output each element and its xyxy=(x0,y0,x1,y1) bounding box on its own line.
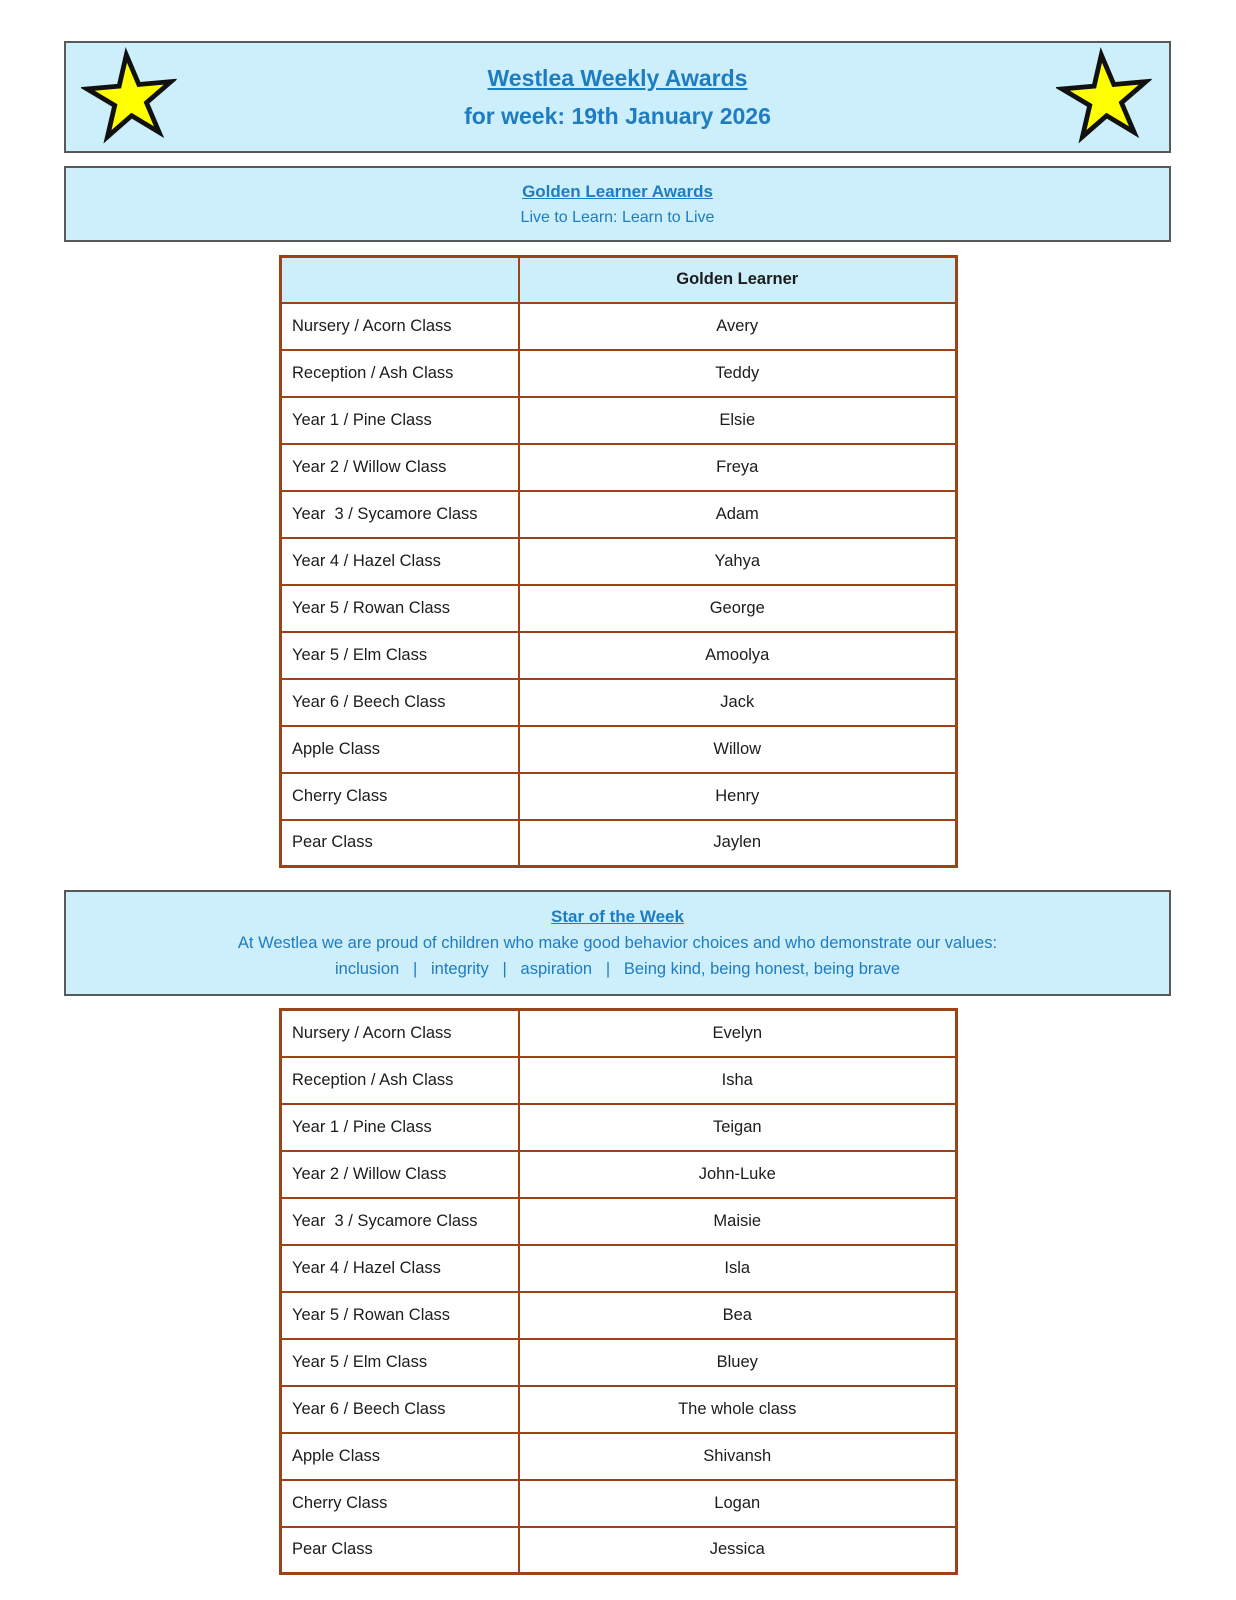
name-cell: John-Luke xyxy=(519,1151,957,1198)
table-row xyxy=(281,726,957,773)
name-cell: Jaylen xyxy=(519,820,957,867)
name-cell: Freya xyxy=(519,444,957,491)
page-title: Westlea Weekly Awards xyxy=(487,64,748,91)
class-cell: Nursery / Acorn Class xyxy=(281,303,519,350)
name-cell: Bluey xyxy=(519,1339,957,1386)
class-cell: Year 2 / Willow Class xyxy=(281,444,519,491)
class-cell: Cherry Class xyxy=(281,1480,519,1527)
class-cell: Reception / Ash Class xyxy=(281,1057,519,1104)
table-row xyxy=(281,1010,957,1057)
table-row xyxy=(281,1151,957,1198)
name-cell: Jack xyxy=(519,679,957,726)
table-row xyxy=(281,491,957,538)
name-cell: Yahya xyxy=(519,538,957,585)
class-cell: Year 5 / Elm Class xyxy=(281,1339,519,1386)
class-cell: Year 4 / Hazel Class xyxy=(281,538,519,585)
table-row xyxy=(281,1386,957,1433)
table-row xyxy=(281,1433,957,1480)
name-cell: Teigan xyxy=(519,1104,957,1151)
name-cell: Henry xyxy=(519,773,957,820)
table-row xyxy=(281,1245,957,1292)
name-cell: Shivansh xyxy=(519,1433,957,1480)
table-row xyxy=(281,1480,957,1527)
class-cell: Year 5 / Rowan Class xyxy=(281,1292,519,1339)
name-cell: Evelyn xyxy=(519,1010,957,1057)
golden-learner-motto: Live to Learn: Learn to Live xyxy=(520,208,715,226)
class-cell: Year 5 / Rowan Class xyxy=(281,585,519,632)
table-row xyxy=(281,444,957,491)
name-cell: Adam xyxy=(519,491,957,538)
name-cell: Maisie xyxy=(519,1198,957,1245)
class-cell: Nursery / Acorn Class xyxy=(281,1010,519,1057)
class-cell: Year 2 / Willow Class xyxy=(281,1151,519,1198)
name-cell: Avery xyxy=(519,303,957,350)
table-row xyxy=(281,303,957,350)
class-cell: Apple Class xyxy=(281,1433,519,1480)
table-row xyxy=(281,585,957,632)
table-header-row xyxy=(281,257,957,303)
class-cell: Year 6 / Beech Class xyxy=(281,679,519,726)
star-of-week-banner xyxy=(64,890,1171,996)
class-cell: Year 6 / Beech Class xyxy=(281,1386,519,1433)
star-icon-left xyxy=(80,46,180,148)
star-of-week-table xyxy=(279,1008,958,1575)
class-cell: Reception / Ash Class xyxy=(281,350,519,397)
table-row xyxy=(281,820,957,867)
class-cell: Year 3 / Sycamore Class xyxy=(281,1198,519,1245)
table-row xyxy=(281,350,957,397)
name-cell: Elsie xyxy=(519,397,957,444)
header-banner xyxy=(64,41,1171,153)
name-cell: Amoolya xyxy=(519,632,957,679)
class-cell: Cherry Class xyxy=(281,773,519,820)
table-row xyxy=(281,632,957,679)
name-cell: Jessica xyxy=(519,1527,957,1574)
golden-learner-banner xyxy=(64,166,1171,242)
table-row xyxy=(281,679,957,726)
name-cell: The whole class xyxy=(519,1386,957,1433)
class-cell: Year 1 / Pine Class xyxy=(281,397,519,444)
table-row xyxy=(281,397,957,444)
name-cell: Willow xyxy=(519,726,957,773)
star-of-week-description: At Westlea we are proud of children who make good behavior choices and who demonstrate our values: xyxy=(237,934,998,952)
class-cell: Year 1 / Pine Class xyxy=(281,1104,519,1151)
class-cell: Year 4 / Hazel Class xyxy=(281,1245,519,1292)
table-row xyxy=(281,1339,957,1386)
name-cell: Bea xyxy=(519,1292,957,1339)
star-icon-right xyxy=(1055,46,1155,148)
name-cell: Isha xyxy=(519,1057,957,1104)
table-row xyxy=(281,1198,957,1245)
name-cell: Logan xyxy=(519,1480,957,1527)
table-row xyxy=(281,1104,957,1151)
table-row xyxy=(281,773,957,820)
header-blank-cell xyxy=(281,257,519,303)
class-cell: Year 5 / Elm Class xyxy=(281,632,519,679)
header-golden-learner-cell: Golden Learner xyxy=(519,257,957,303)
table-row xyxy=(281,1527,957,1574)
table-row xyxy=(281,1292,957,1339)
golden-learner-title: Golden Learner Awards xyxy=(522,181,713,201)
star-of-week-title: Star of the Week xyxy=(551,907,684,926)
class-cell: Pear Class xyxy=(281,820,519,867)
name-cell: Isla xyxy=(519,1245,957,1292)
table-row xyxy=(281,1057,957,1104)
class-cell: Pear Class xyxy=(281,1527,519,1574)
class-cell: Year 3 / Sycamore Class xyxy=(281,491,519,538)
table-row xyxy=(281,538,957,585)
page-subtitle: for week: 19th January 2026 xyxy=(464,102,771,129)
name-cell: George xyxy=(519,585,957,632)
header-titles xyxy=(180,65,1055,130)
star-of-week-values: inclusion | integrity | aspiration | Being kind, being honest, being brave xyxy=(334,960,900,978)
name-cell: Teddy xyxy=(519,350,957,397)
golden-learner-table xyxy=(279,255,958,868)
class-cell: Apple Class xyxy=(281,726,519,773)
